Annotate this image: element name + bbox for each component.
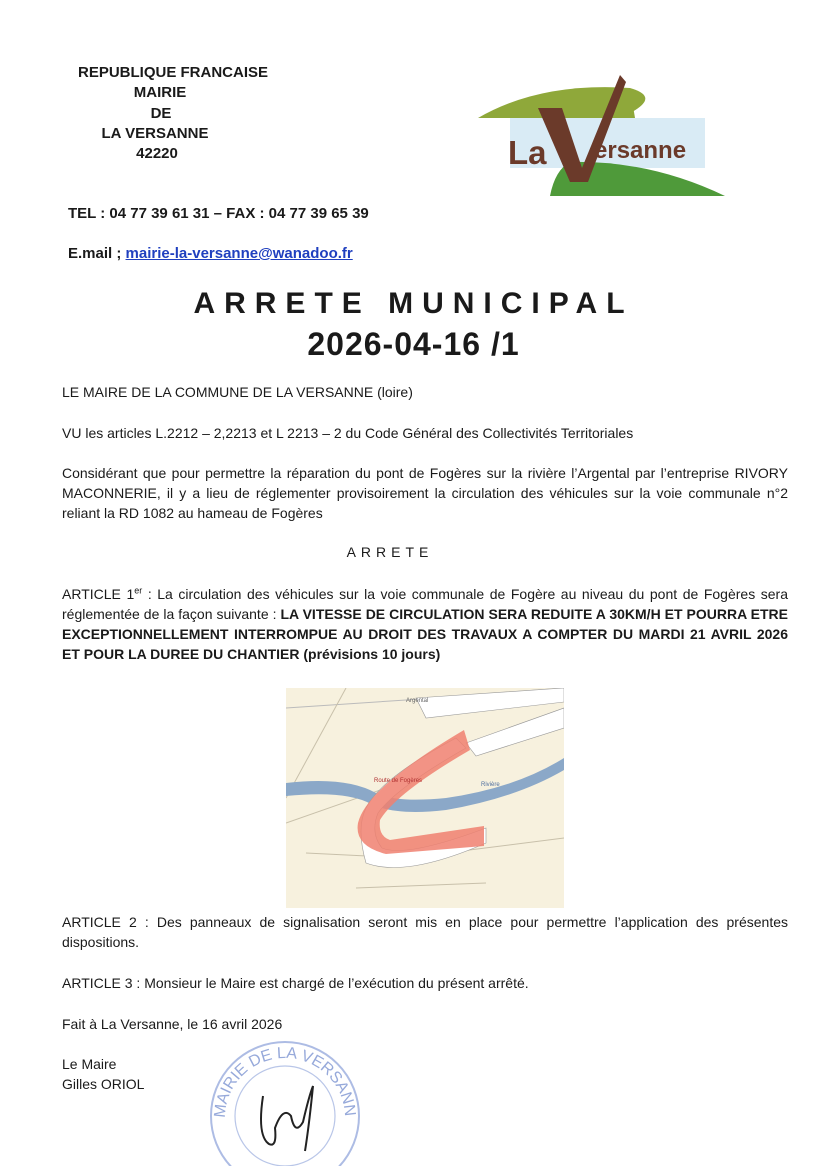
vu-line: VU les articles L.2212 – 2,2213 et L 2213 – 2 du Code Général des Collectivités Territoriales [62, 425, 634, 441]
document-title: ARRETE MUNICIPAL [193, 287, 634, 320]
article-1-sup: er [134, 585, 143, 596]
header-republic: REPUBLIQUE FRANCAISE [77, 64, 268, 81]
article-2: ARTICLE 2 : Des panneaux de signalisation seront mis en place pour permettre l’application des présentes dispositions. [62, 914, 788, 950]
header-de: DE [150, 105, 172, 122]
header-postal-code: 42220 [136, 145, 178, 162]
phone-fax-line: TEL : 04 77 39 61 31 – FAX : 04 77 39 65 39 [68, 205, 369, 222]
la-versanne-logo [470, 70, 730, 200]
map-label-route: Route de Fogères [374, 778, 423, 784]
fait-line: Fait à La Versanne, le 16 avril 2026 [62, 1016, 283, 1032]
site-map [286, 688, 564, 908]
signature [261, 1086, 313, 1151]
article-1-bold: LA VITESSE DE CIRCULATION SERA REDUITE A 30KM/H ET POURRA ETRE EXCEPTIONNELLEMENT INTERROMPUE AU DROIT DES TRAVAUX A COMPTER DU MARDI 21 AVRIL 2026 ET POUR LA DUREE DU CHANTIER (prévisions 10 jours) [62, 606, 788, 662]
logo-graphic [470, 70, 730, 200]
site-map-graphic [286, 688, 564, 908]
mairie-stamp [205, 1036, 365, 1166]
logo-text-versanne: ersanne [594, 137, 687, 164]
logo-text-la: La [508, 134, 547, 171]
header-commune: LA VERSANNE [101, 125, 209, 142]
stamp-ring-text: MAIRIE DE LA VERSANN [211, 1044, 359, 1119]
map-label-river: Rivière [481, 782, 500, 788]
article-3: ARTICLE 3 : Monsieur le Maire est chargé de l’exécution du présent arrêté. [62, 975, 529, 991]
header-mairie: MAIRIE [133, 84, 187, 101]
arrete-heading: ARRETE [346, 544, 434, 560]
article-1-text: : La circulation des véhicules sur la voie communale de Fogère au niveau du pont de Fogères sera réglementée de la façon suivante : [62, 586, 789, 622]
signer-title: Le Maire [62, 1056, 117, 1072]
document-number: 2026-04-16 /1 [307, 326, 520, 362]
article-1-label: ARTICLE 1 [62, 586, 135, 602]
considerant-paragraph: Considérant que pour permettre la réparation du pont de Fogères sur la rivière l’Argental par l’entreprise RIVORY MACONNERIE, il y a lieu de réglementer provisoirement la circulation des véhicules sur la voie communale n°2 reliant la RD 1082 au hameau de Fogères [62, 465, 788, 521]
stamp-graphic [205, 1036, 365, 1166]
signer-name: Gilles ORIOL [62, 1076, 145, 1092]
email-line [68, 245, 353, 262]
article-1 [62, 584, 788, 664]
email-label: E.mail ; [68, 245, 122, 262]
stamp-inner-ring [235, 1066, 335, 1166]
map-label-argental: Argental [406, 698, 429, 704]
intro-line: LE MAIRE DE LA COMMUNE DE LA VERSANNE (loire) [62, 384, 413, 400]
email-link[interactable]: mairie-la-versanne@wanadoo.fr [125, 245, 353, 262]
